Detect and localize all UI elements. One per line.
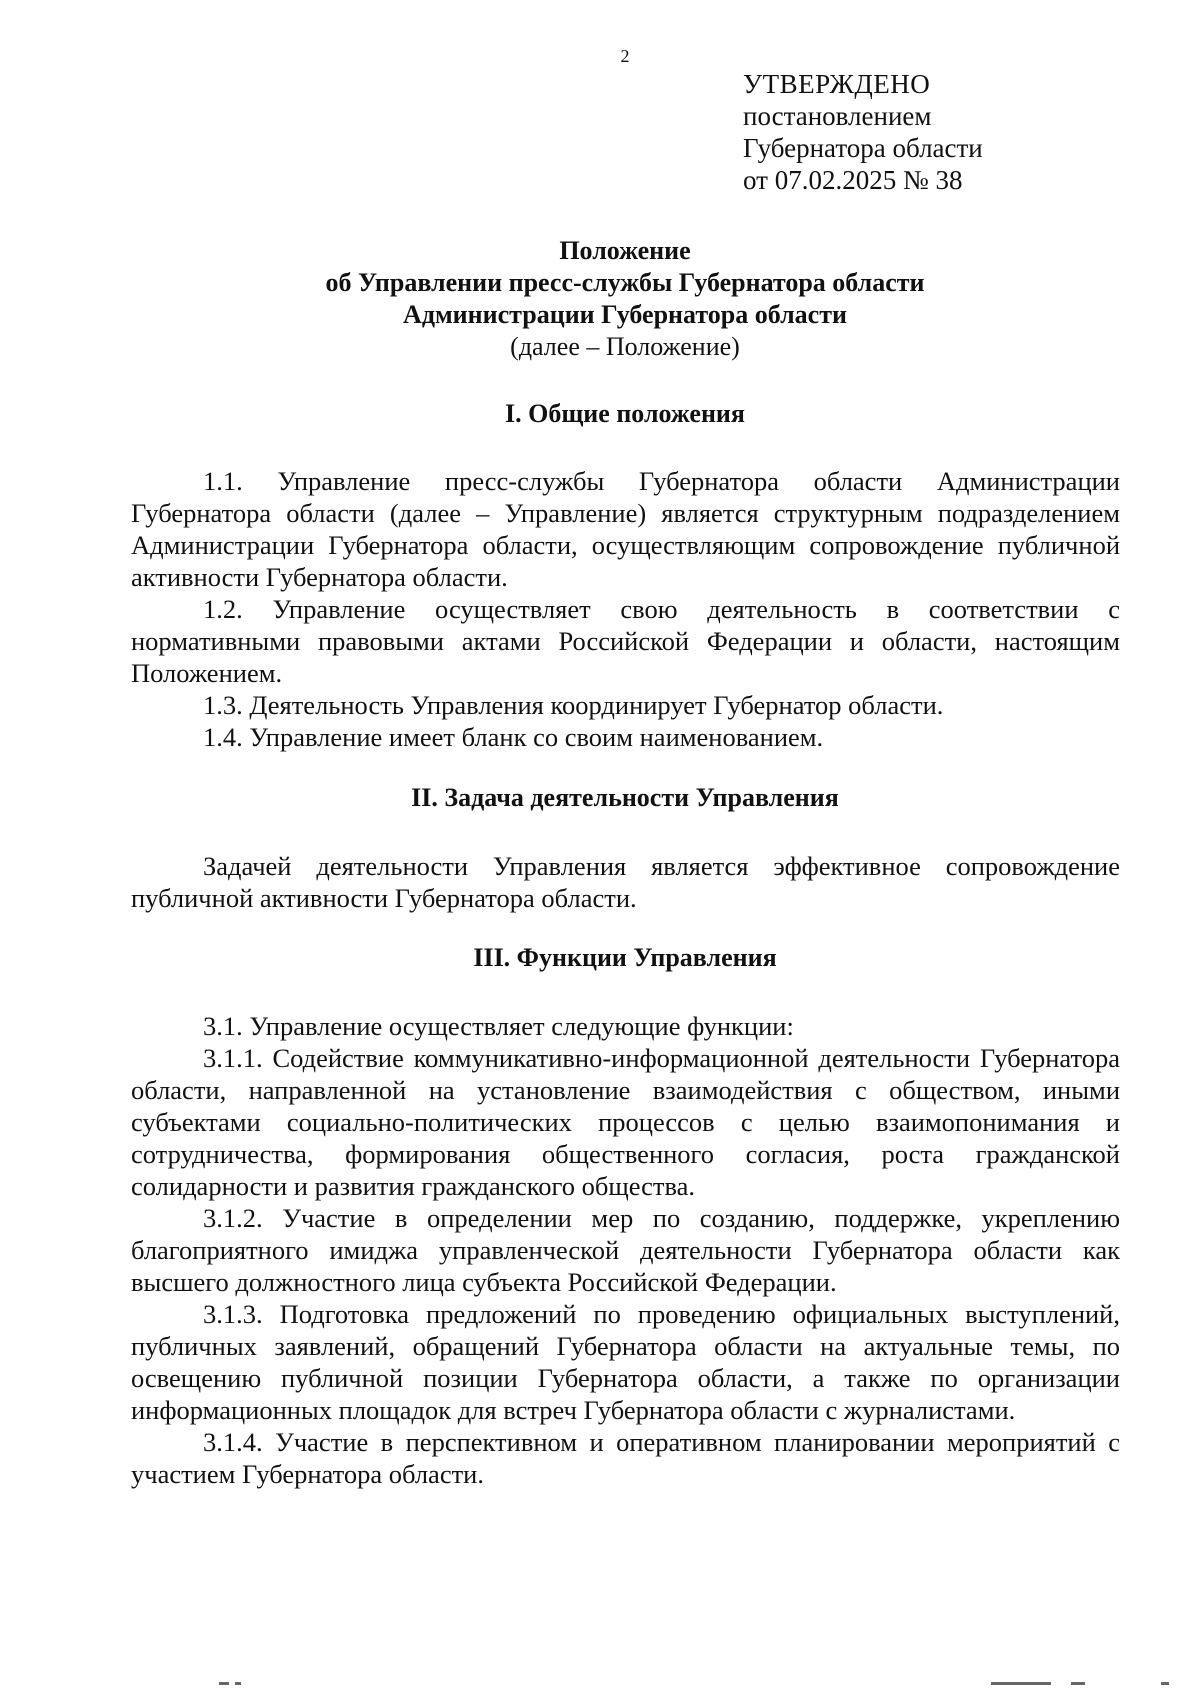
paragraph-3-1-4: 3.1.4. Участие в перспективном и оперативном планировании мероприятий с участием Губернатора области. (131, 1427, 1120, 1489)
section-1-body (131, 465, 1120, 753)
heading-line-1: Положение (559, 236, 691, 265)
section-2-body (131, 850, 1120, 914)
section-3-body (131, 1010, 1120, 1490)
section-3-title: III. Функции Управления (473, 943, 777, 972)
paragraph-3-1-2: 3.1.2. Участие в определении мер по созданию, поддержке, укреплению благоприятного имиджа управленческой деятельности Губернатора области как высшего должностного лица субъекта Российской Федерации. (131, 1203, 1120, 1297)
heading-line-2: об Управлении пресс-службы Губернатора области (325, 268, 925, 297)
approval-line-1: постановлением (743, 101, 932, 131)
approval-stamp (743, 68, 983, 196)
paragraph-2-1: Задачей деятельности Управления является эффективное сопровождение публичной активности Губернатора области. (131, 851, 1120, 913)
paragraph-1-2: 1.2. Управление осуществляет свою деятельность в соответствии с нормативными правовыми актами Российской Федерации и области, настоящим Положением. (131, 594, 1120, 688)
page-number: 2 (620, 46, 630, 66)
paragraph-3-1: 3.1. Управление осуществляет следующие функции: (203, 1011, 794, 1041)
paragraph-1-4: 1.4. Управление имеет бланк со своим наименованием. (203, 722, 824, 752)
paragraph-3-1-1: 3.1.1. Содействие коммуникативно-информационной деятельности Губернатора области, направленной на установление взаимодействия с обществом, иными субъектами социально-политических процессов с целью взаимопонимания и сотрудничества, формирования общественного согласия, роста гражданской солидарности и развития гражданского общества. (131, 1043, 1120, 1201)
paragraph-1-1: 1.1. Управление пресс-службы Губернатора области Администрации Губернатора области (далее – Управление) является структурным подразделением Администрации Губернатора области, осуществляющим сопровождение публичной активности Губернатора области. (131, 466, 1120, 592)
heading-line-4: (далее – Положение) (510, 332, 740, 361)
section-2-title: II. Задача деятельности Управления (411, 783, 839, 812)
scan-artifacts (131, 1682, 1171, 1690)
document-heading (0, 235, 1200, 363)
paragraph-1-3: 1.3. Деятельность Управления координирует Губернатор области. (203, 690, 944, 720)
paragraph-3-1-3: 3.1.3. Подготовка предложений по проведению официальных выступлений, публичных заявлений, обращений Губернатора области на актуальные темы, по освещению публичной позиции Губернатора области, а также по организации информационных площадок для встреч Губернатора области с журналистами. (131, 1299, 1120, 1425)
approval-line-2: Губернатора области (743, 133, 983, 163)
section-1-title: I. Общие положения (505, 399, 745, 428)
approval-line-3: от 07.02.2025 № 38 (743, 165, 963, 195)
heading-line-3: Администрации Губернатора области (403, 300, 847, 329)
approval-title: УТВЕРЖДЕНО (743, 69, 931, 99)
